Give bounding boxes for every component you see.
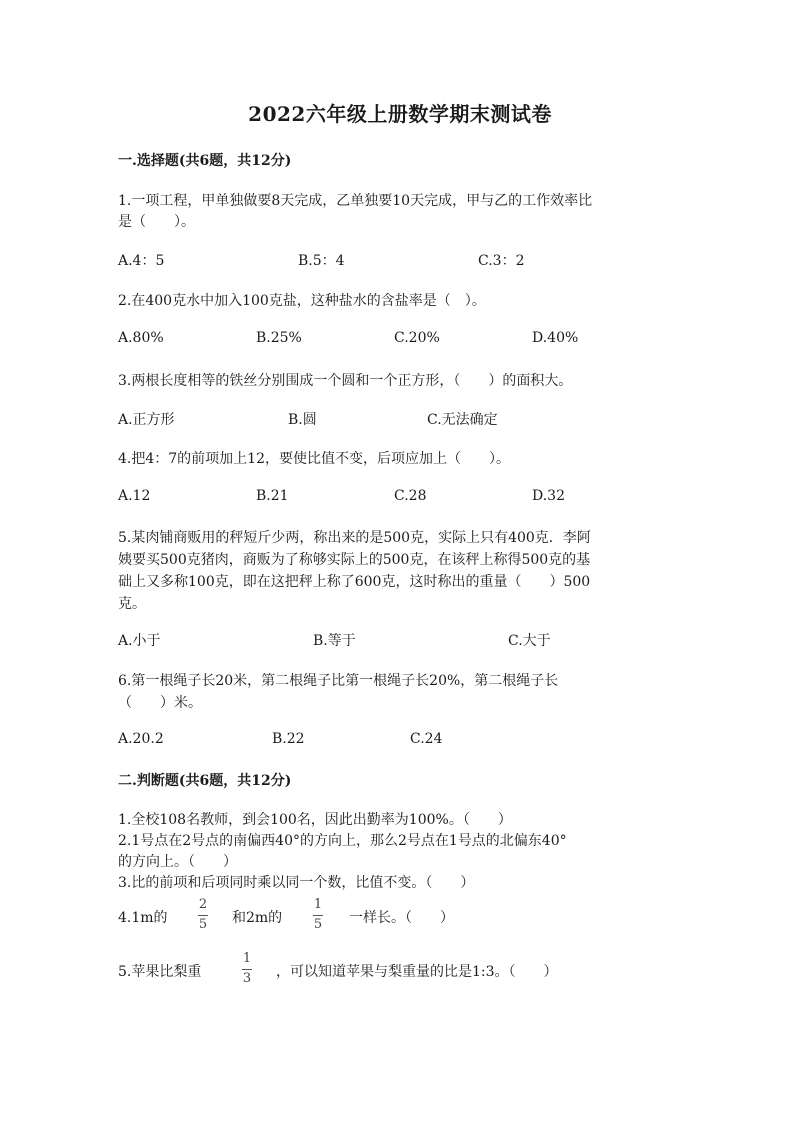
page-title: 2022六年级上册数学期末测试卷 — [248, 102, 552, 126]
j4-fraction-1 — [198, 898, 208, 932]
q6-option-b: B.22 — [272, 731, 305, 747]
q4-option-c: C.28 — [394, 488, 427, 504]
j4-text-part3: 一样长。（ ） — [349, 910, 454, 926]
q3-option-b: B.圆 — [288, 412, 317, 428]
q5-text-line3: 础上又多称100克，即在这把秤上称了600克，这时称出的重量（ ）500 — [118, 574, 591, 590]
section-heading-choice: 一.选择题(共6题，共12分) — [118, 153, 292, 169]
j4-text-part2: 和2m的 — [232, 910, 283, 926]
fraction-bar — [242, 969, 252, 970]
j4-fraction-1-denominator: 5 — [198, 917, 208, 932]
j5-text-part1: 5.苹果比梨重 — [118, 964, 202, 980]
q2-text: 2.在400克水中加入100克盐，这种盐水的含盐率是（ ）。 — [118, 293, 486, 309]
q2-option-d: D.40% — [532, 330, 579, 346]
q4-text: 4.把4：7的前项加上12，要使比值不变，后项应加上（ ）。 — [118, 451, 510, 467]
j2-text-line2: 的方向上。（ ） — [118, 854, 237, 870]
q2-option-c: C.20% — [394, 330, 440, 346]
j5-fraction — [242, 952, 252, 986]
q5-text-line4: 克。 — [118, 596, 146, 612]
q3-option-a: A.正方形 — [118, 412, 175, 428]
q1-option-a: A.4：5 — [118, 253, 165, 269]
j1-text: 1.全校108名教师，到会100名，因此出勤率为100%。（ ） — [118, 812, 512, 828]
j5-text-part2: ，可以知道苹果与梨重量的比是1:3。（ ） — [276, 964, 558, 980]
q3-option-c: C.无法确定 — [427, 412, 498, 428]
j4-fraction-2-denominator: 5 — [313, 917, 323, 932]
j4-fraction-2 — [313, 898, 323, 932]
j5-fraction-numerator: 1 — [242, 951, 252, 966]
j3-text: 3.比的前项和后项同时乘以同一个数，比值不变。（ ） — [118, 875, 475, 891]
q4-option-a: A.12 — [118, 488, 151, 504]
j2-text-line1: 2.1号点在2号点的南偏西40°的方向上，那么2号点在1号点的北偏东40° — [118, 833, 567, 849]
q2-option-b: B.25% — [256, 330, 302, 346]
j5-fraction-denominator: 3 — [242, 971, 252, 986]
q6-option-c: C.24 — [410, 731, 443, 747]
j4-fraction-2-numerator: 1 — [313, 897, 323, 912]
q1-text-line2: 是（ ）。 — [118, 214, 195, 230]
q6-option-a: A.20.2 — [118, 731, 164, 747]
j4-fraction-1-numerator: 2 — [198, 897, 208, 912]
q1-option-c: C.3：2 — [478, 253, 525, 269]
q5-text-line2: 姨要买500克猪肉，商贩为了称够实际上的500克，在该秤上称得500克的基 — [118, 552, 591, 568]
fraction-bar — [198, 915, 208, 916]
q6-text-line1: 6.第一根绳子长20米，第二根绳子比第一根绳子长20%，第二根绳子长 — [118, 673, 559, 689]
q1-option-b: B.5：4 — [298, 253, 345, 269]
q6-text-line2: （ ）米。 — [118, 695, 202, 711]
q5-option-a: A.小于 — [118, 633, 161, 649]
q2-option-a: A.80% — [118, 330, 164, 346]
q5-text-line1: 5.某肉铺商贩用的秤短斤少两，称出来的是500克，实际上只有400克．李阿 — [118, 530, 591, 546]
q3-text: 3.两根长度相等的铁丝分别围成一个圆和一个正方形，（ ）的面积大。 — [118, 373, 573, 389]
q5-option-b: B.等于 — [313, 633, 356, 649]
fraction-bar — [313, 915, 323, 916]
q4-option-b: B.21 — [256, 488, 289, 504]
q1-text-line1: 1.一项工程，甲单独做要8天完成，乙单独要10天完成，甲与乙的工作效率比 — [118, 193, 593, 209]
q4-option-d: D.32 — [532, 488, 565, 504]
j4-text-part1: 4.1m的 — [118, 910, 168, 926]
q5-option-c: C.大于 — [508, 633, 551, 649]
section-heading-judgement: 二.判断题(共6题，共12分) — [118, 773, 292, 789]
